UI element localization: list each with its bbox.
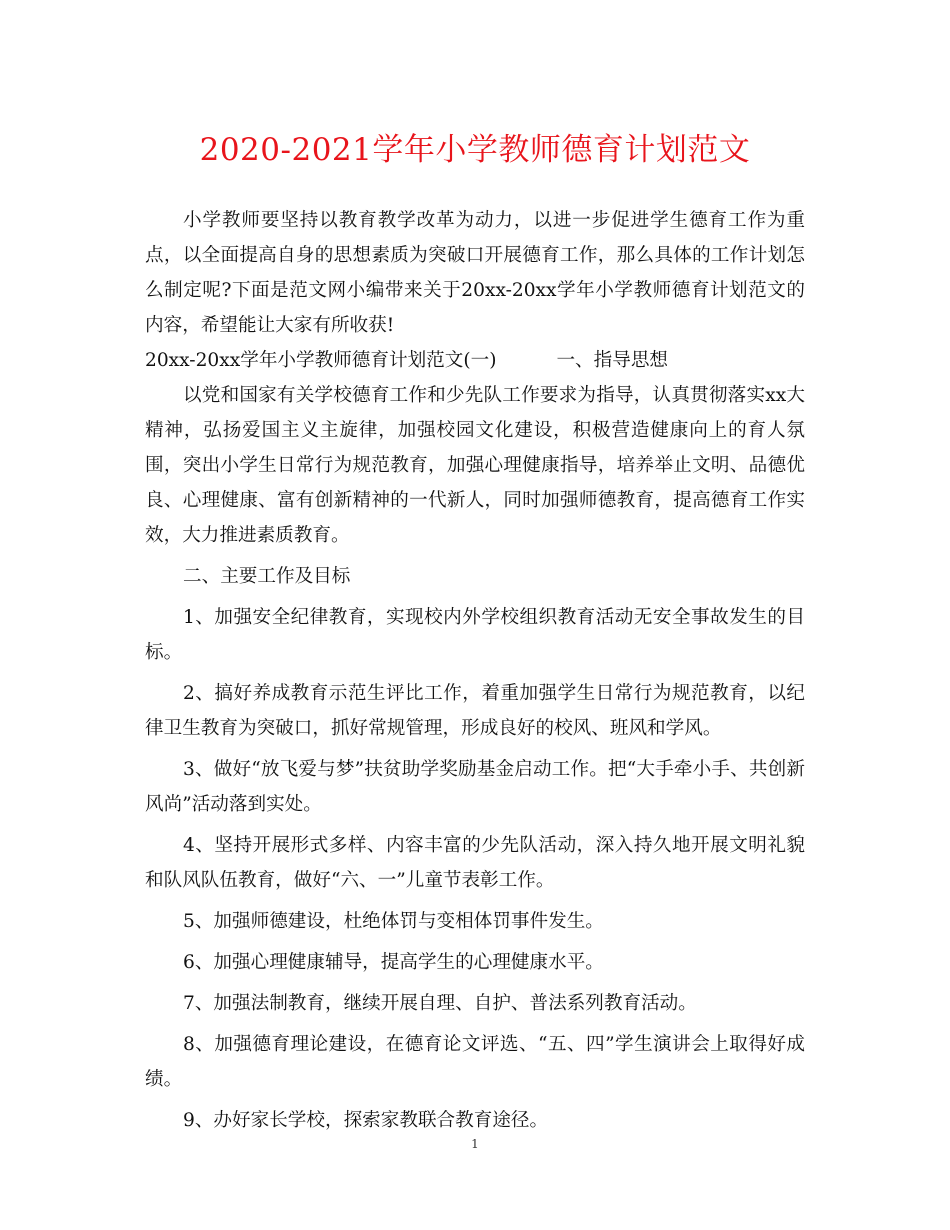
section2-heading: 二、主要工作及目标 — [183, 566, 351, 587]
list-item: 6、加强心理健康辅导，提高学生的心理健康水平。 — [183, 952, 604, 973]
list-item: 2、搞好养成教育示范生评比工作，着重加强学生日常行为规范教育，以纪律卫生教育为突破口，抓好常规管理，形成良好的校风、班风和学风。 — [145, 683, 805, 739]
list-item: 3、做好“放飞爱与梦”扶贫助学奖励基金启动工作。把“大手牵小手、共创新风尚”活动落到实处。 — [145, 759, 805, 815]
page-number: 1 — [471, 1137, 479, 1151]
list-item: 7、加强法制教育，继续开展自理、自护、普法系列教育活动。 — [183, 993, 697, 1014]
list-item: 5、加强师德建设，杜绝体罚与变相体罚事件发生。 — [183, 911, 604, 932]
guiding-paragraph: 以党和国家有关学校德育工作和少先队工作要求为指导，认真贯彻落实xx大精神，弘扬爱国主义主旋律，加强校园文化建设，积极营造健康向上的育人氛围，突出小学生日常行为规范教育，加强心理健康指导，培养举止文明、品德优良、心理健康、富有创新精神的一代新人，同时加强师德教育，提高德育工作实效，大力推进素质教育。 — [145, 385, 805, 546]
document-title: 2020-2021学年小学教师德育计划范文 — [199, 132, 751, 168]
section-subheading: 一、指导思想 — [556, 350, 669, 371]
list-item: 4、坚持开展形式多样、内容丰富的少先队活动，深入持久地开展文明礼貌和队风队伍教育，做好“六、一”儿童节表彰工作。 — [145, 835, 805, 891]
section-heading: 20xx-20xx学年小学教师德育计划范文(一) — [145, 350, 497, 371]
intro-paragraph: 小学教师要坚持以教育教学改革为动力，以进一步促进学生德育工作为重点，以全面提高自身的思想素质为突破口开展德育工作，那么具体的工作计划怎么制定呢?下面是范文网小编带来关于20xx-20xx学年小学教师德育计划范文的内容，希望能让大家有所收获! — [145, 210, 805, 336]
list-item: 9、办好家长学校，探索家教联合教育途径。 — [183, 1110, 549, 1131]
section-line — [145, 343, 805, 378]
list-item: 1、加强安全纪律教育，实现校内外学校组织教育活动无安全事故发生的目标。 — [145, 607, 805, 663]
document-body — [145, 203, 805, 1144]
list-item: 8、加强德育理论建设，在德育论文评选、“五、四”学生演讲会上取得好成绩。 — [145, 1034, 805, 1090]
